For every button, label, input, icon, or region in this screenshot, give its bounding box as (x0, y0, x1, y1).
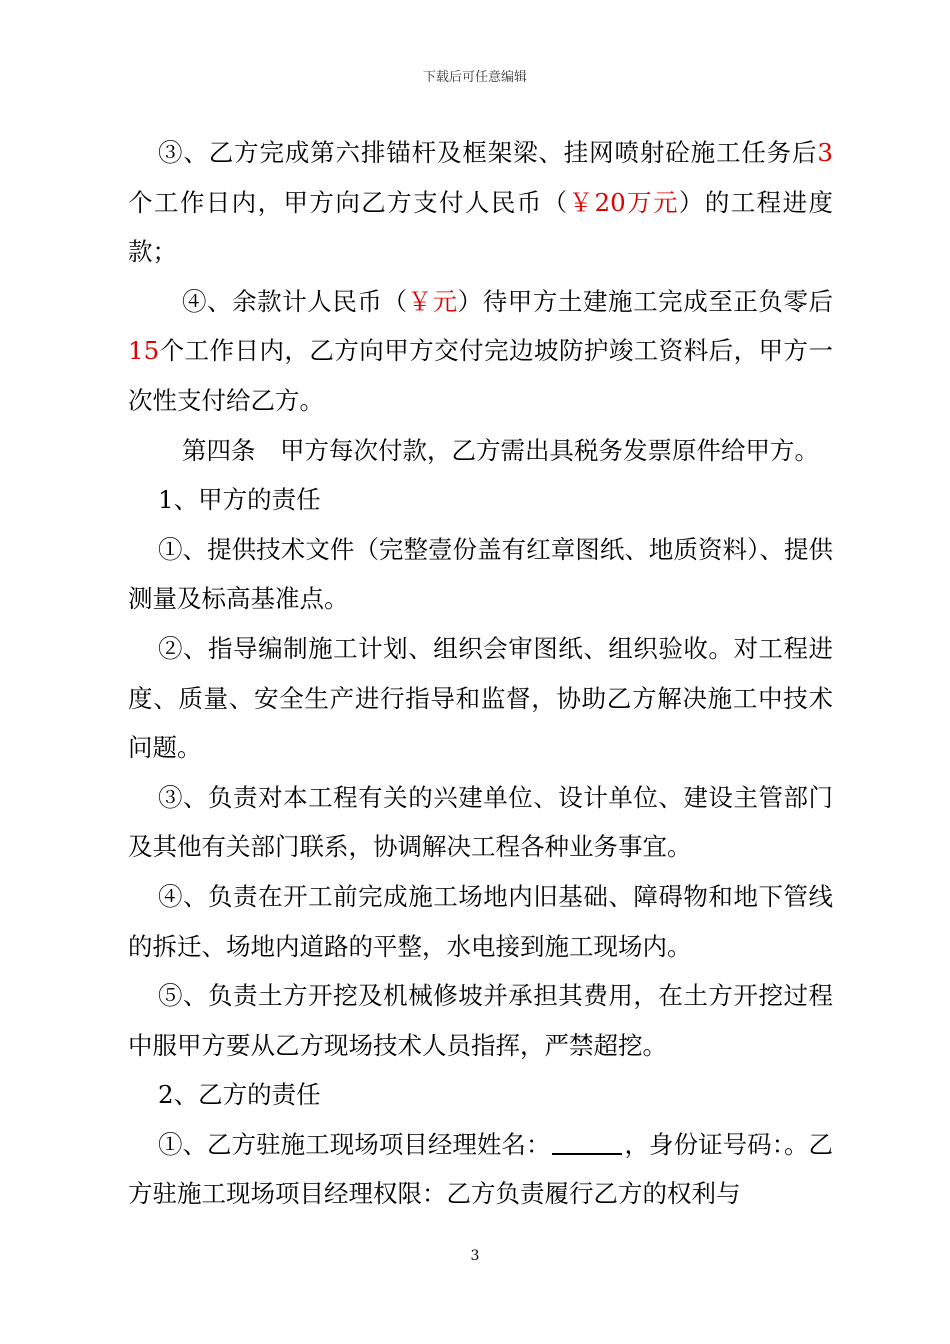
highlight-amount: ￥元 (407, 286, 458, 316)
text: 个工作日内，甲方向乙方支付人民币（ (128, 187, 569, 217)
heading-party-a-duties: 1、甲方的责任 (158, 485, 321, 515)
heading-party-b-duties: 2、乙方的责任 (158, 1080, 321, 1110)
highlight-days: 15 (128, 336, 160, 366)
paragraph-duty-a3: ③、负责对本工程有关的兴建单位、设计单位、建设主管部门及其他有关部门联系，协调解决工程各种业务事宜。 (128, 782, 833, 862)
fill-in-blank (552, 1129, 622, 1155)
text: ）待甲方土建施工完成至正负零后 (457, 286, 834, 316)
paragraph-duty-a5: ⑤、负责土方开挖及机械修坡并承担其费用，在土方开挖过程中服甲方要从乙方现场技术人员指挥，严禁超挖。 (128, 981, 833, 1060)
text: ）的工程进度款； (128, 187, 834, 267)
text: ，身份证号码：。乙方驻施工现场项目经理权限：乙方负责履行乙方的权利与 (128, 1129, 834, 1209)
text: ③、乙方完成第六排锚杆及框架梁、挂网喷射砼施工任务后 (158, 138, 818, 167)
highlight-amount: ￥20万元 (568, 187, 679, 217)
paragraph-duty-b1 (128, 1120, 833, 1219)
paragraph-payment-3 (128, 128, 833, 277)
paragraph-payment-4 (128, 277, 833, 426)
document-body (128, 128, 833, 1219)
page-header: 下载后可任意编辑 (422, 70, 527, 85)
highlight-days: 3 (817, 138, 833, 167)
paragraph-duty-a2: ②、指导编制施工计划、组织会审图纸、组织验收。对工程进度、质量、安全生产进行指导和监督，协助乙方解决施工中技术问题。 (128, 633, 833, 763)
paragraph-duty-a4: ④、负责在开工前完成施工场地内旧基础、障碍物和地下管线的拆迁、场地内道路的平整，水电接到施工现场内。 (128, 881, 833, 961)
text: ①、乙方驻施工现场项目经理姓名： (158, 1129, 551, 1159)
page-number: 3 (470, 1248, 480, 1264)
paragraph-duty-a1: ①、提供技术文件（完整壹份盖有红章图纸、地质资料）、提供测量及标高基准点。 (128, 534, 833, 614)
text: ④、余款计人民币（ (182, 286, 408, 316)
paragraph-article-4: 第四条 甲方每次付款，乙方需出具税务发票原件给甲方。 (182, 435, 819, 465)
text: 个工作日内，乙方向甲方交付完边坡防护竣工资料后，甲方一次性支付给乙方。 (128, 336, 833, 415)
